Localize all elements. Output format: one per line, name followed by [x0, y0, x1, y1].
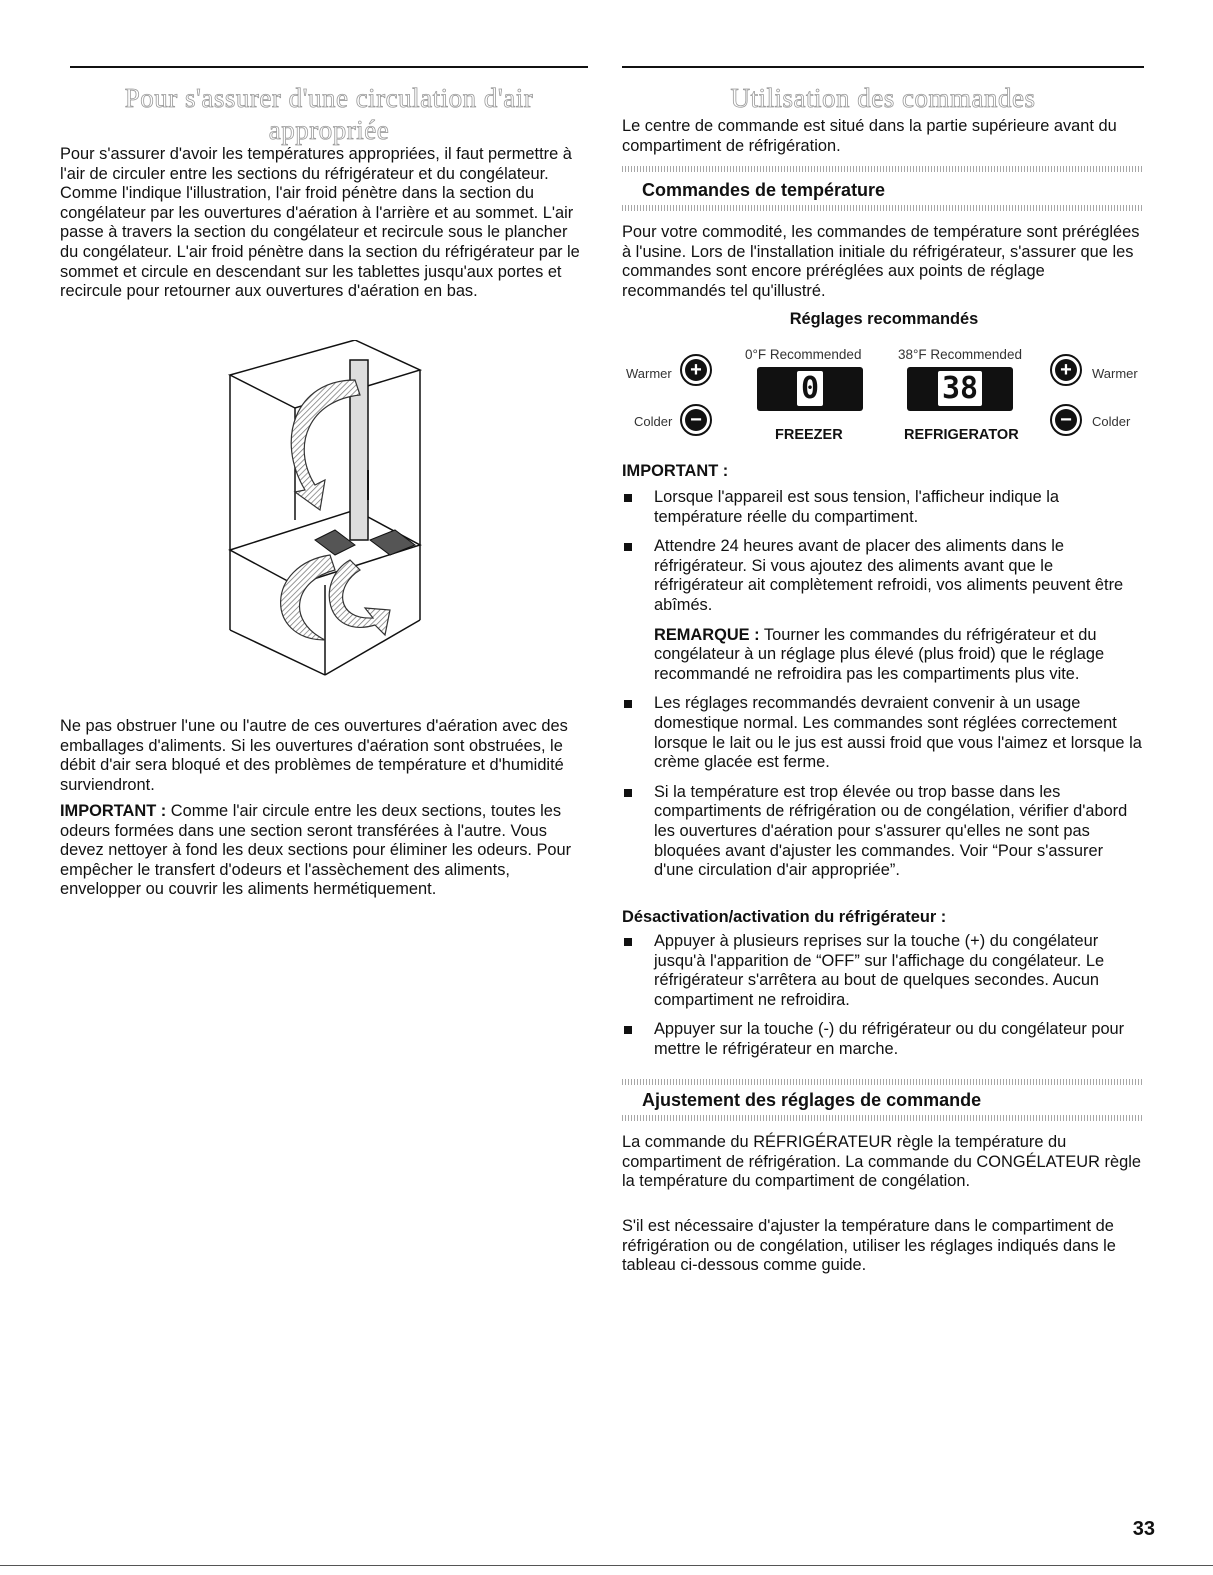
refrigerator-label: REFRIGERATOR [904, 427, 1019, 443]
bullet-icon [624, 1026, 632, 1034]
list-item [622, 1020, 1142, 1059]
list-item [622, 537, 1142, 615]
freezer-display [757, 367, 863, 411]
recommended-settings-heading: Réglages recommandés [789, 310, 979, 328]
temperature-controls-paragraph: Pour votre commodité, les commandes de température sont préréglées à l'usine. Lors de l'installation initiale du réfrigérateur, s'assurer que les commandes sont encore préréglées aux points de réglage recommandés tel qu'illustré. [622, 223, 1140, 300]
odor-important-text: Comme l'air circule entre les deux sections, toutes les odeurs formées dans une section seront transférées à l'autre. Vous devez nettoyer à fond les deux sections pour éliminer les odeurs. Pour empêcher le transfert d'odeurs et l'assèchement des aliments, envelopper ou couvrir les aliments hermétiquement. [60, 802, 572, 899]
minus-icon: − [685, 409, 707, 431]
fridge-recommended-label: 38°F Recommended [898, 347, 1022, 362]
list-item-text: Attendre 24 heures avant de placer des aliments dans le réfrigérateur. Si vous ajoutez des aliments avant que le réfrigérateur ait complètement refroidi, vos aliments peuvent être abîmés. [654, 537, 1124, 614]
fridge-plus-button[interactable] [1050, 354, 1082, 386]
fridge-display-value: 38 [938, 371, 982, 406]
dotted-separator [622, 1115, 1144, 1121]
freezer-display-value: 0 [797, 371, 823, 406]
list-item-text: Appuyer sur la touche (-) du réfrigérateur ou du congélateur pour mettre le réfrigérateur en marche. [654, 1020, 1125, 1058]
left-top-rule [70, 66, 588, 68]
control-center-intro: Le centre de commande est situé dans la partie supérieure avant du compartiment de réfrigération. [622, 117, 1117, 155]
dotted-separator [622, 205, 1144, 211]
plus-icon: + [685, 359, 707, 381]
freezer-label: FREEZER [775, 427, 843, 443]
fridge-colder-label: Colder [1092, 414, 1131, 429]
plus-icon: + [1055, 359, 1077, 381]
airflow-illustration [225, 340, 425, 710]
fridge-display [907, 367, 1013, 411]
deactivation-heading: Désactivation/activation du réfrigérateur : [622, 908, 947, 926]
list-item-text: Si la température est trop élevée ou trop basse dans les compartiments de réfrigération ou de congélation, vérifier d'abord les ouvertures d'aération pour s'assurer qu'elles ne sont pas bloquées avant d'ajuster les commandes. Voir “Pour s'assurer d'une circulation d'air appropriée”. [654, 782, 1128, 880]
airflow-intro-paragraph: Pour s'assurer d'avoir les températures appropriées, il faut permettre à l'air de circuler entre les sections du réfrigérateur et du congélateur. Comme l'indique l'illustration, l'air froid pénètre dans la section du congélateur par les ouvertures d'aération à l'arrière et au sommet. L'air passe à travers la section du congélateur et recircule sous le plancher du congélateur. L'air froid pénètre dans la section du réfrigérateur par le sommet et circule en descendant sur les tablettes jusqu'aux portes et recircule pour retourner aux ouvertures d'aération en bas. [60, 145, 580, 301]
remark-label: REMARQUE : [654, 625, 760, 644]
page-number: 33 [1132, 1518, 1155, 1540]
dotted-separator [622, 166, 1144, 172]
list-item-text: Lorsque l'appareil est sous tension, l'afficheur indique la température réelle du compartiment. [654, 488, 1060, 526]
freezer-recommended-label: 0°F Recommended [745, 347, 862, 362]
important-list [622, 488, 1142, 891]
adjust-settings-heading: Ajustement des réglages de commande [642, 1090, 982, 1110]
dotted-separator [622, 1079, 1144, 1085]
bullet-icon [624, 700, 632, 708]
bullet-icon [624, 789, 632, 797]
remark-text: Tourner les commandes du réfrigérateur et du congélateur à un réglage plus élevé (plus froid) que le réglage recommandé ne refroidira pas les compartiments plus vite. [654, 625, 1105, 683]
freezer-warmer-label: Warmer [626, 366, 672, 381]
bullet-icon [624, 543, 632, 551]
right-section-title: Utilisation des commandes [730, 83, 1036, 113]
list-item [622, 932, 1142, 1010]
important-heading: IMPORTANT : [622, 462, 729, 480]
bottom-rule [0, 1565, 1213, 1566]
deactivation-list [622, 932, 1142, 1070]
left-section-title-line1: Pour s'assurer d'une circulation d'air [124, 83, 534, 113]
left-section-title-line2: appropriée [268, 115, 390, 145]
fridge-warmer-label: Warmer [1092, 366, 1138, 381]
freezer-plus-button[interactable] [680, 354, 712, 386]
odor-important-paragraph [60, 802, 588, 900]
freezer-minus-button[interactable] [680, 404, 712, 436]
list-item [622, 694, 1142, 772]
adjust-settings-paragraph1: La commande du RÉFRIGÉRATEUR règle la température du compartiment de réfrigération. La commande du CONGÉLATEUR règle la température du compartiment de congélation. [622, 1133, 1141, 1191]
list-item-text: Appuyer à plusieurs reprises sur la touche (+) du congélateur jusqu'à l'apparition de “OFF” sur l'affichage du congélateur. Le réfrigérateur s'arrêtera au bout de quelques secondes. Aucun compartiment ne refroidira. [654, 932, 1105, 1009]
freezer-colder-label: Colder [634, 414, 673, 429]
important-label: IMPORTANT : [60, 802, 167, 820]
temperature-controls-heading: Commandes de température [642, 180, 886, 200]
minus-icon: − [1055, 409, 1077, 431]
right-top-rule [622, 66, 1144, 68]
list-item [622, 488, 1142, 527]
adjust-settings-paragraph2: S'il est nécessaire d'ajuster la température dans le compartiment de réfrigération ou de congélation, utiliser les réglages indiqués dans le tableau ci-dessous comme guide. [622, 1217, 1116, 1275]
fridge-minus-button[interactable] [1050, 404, 1082, 436]
list-item-text: Les réglages recommandés devraient convenir à un usage domestique normal. Les commandes sont réglées correctement lorsque le lait ou le jus est aussi froid que vous l'aimez et lorsque la crème glacée est ferme. [654, 694, 1142, 772]
bullet-icon [624, 938, 632, 946]
list-item [622, 783, 1142, 881]
bullet-icon [624, 494, 632, 502]
vent-warning-paragraph: Ne pas obstruer l'une ou l'autre de ces ouvertures d'aération avec des emballages d'aliments. Si les ouvertures d'aération sont obstruées, le débit d'air sera bloqué et des problèmes de température et d'humidité surviendront. [60, 717, 568, 794]
remark-note [622, 626, 1142, 685]
